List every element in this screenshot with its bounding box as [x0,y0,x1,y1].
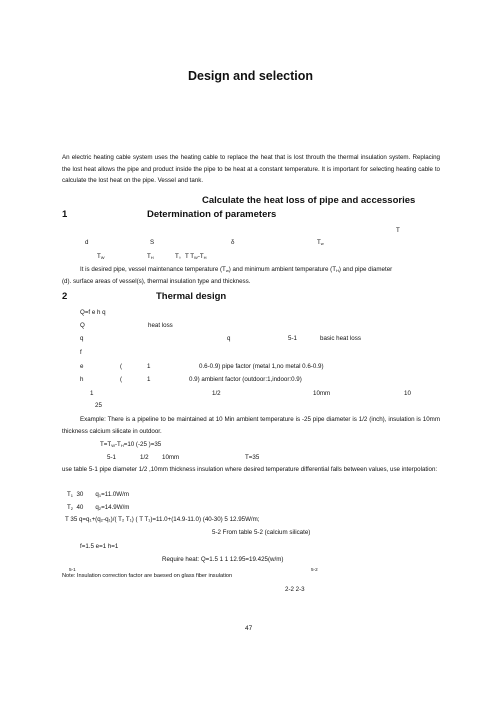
symbol-Tw: $T_w$ [317,239,324,246]
e-symbol: e [80,363,84,370]
symbol-d: d [85,239,89,246]
q-ref-c: 5-1 [288,335,297,342]
example-temp: 10 [404,390,411,397]
e-one: 1 [147,363,151,370]
heat-formula: Q=f e h q [80,309,106,316]
table-5-2-ref: 5-2 From table 5-2 (calcium silicate) [212,529,311,536]
footnote-ref-b: 5-2 [311,567,318,572]
table-ref-a: 5-1 [107,454,116,461]
parameter-text: It is desired pipe, vessel maintenance temperature $(T_w)$ and minimum ambient temperature $(T_H)$ and pipe diameter [80,266,393,273]
section-1-title: Determination of parameters [147,209,277,220]
intro-paragraph: An electric heating cable system uses the heating cable to replace the heat that is lost throuth the thermal insulation system. Replacing the lost heat allows the pipe and product inside the pipe to be heat at a constant temperature. It is important for selecting heating cable to calculate the lost heat on the pipe. Vessel and tank. [62,154,440,184]
example-ambient: 25 [95,402,102,409]
calc-heading: Calculate the heat loss of pipe and accessories [202,195,416,206]
require-heat-line: Require heat: Q=1.5 1 1 12.95=19.425(w/m) [162,556,284,563]
example-diameter: 1/2 [212,390,221,397]
t2-line: $T_2$ 40 $q_2=14.9W/m$ [67,504,130,511]
symbol-S: S [150,239,155,246]
factors-line: f=1.5 e=1 h=1 [80,543,119,550]
symbol-delta: δ [231,239,235,246]
interpolation-line: T 35 q=q₁+(q₂-q₁)/( T₂ T₁) ( T T₁)=11.0+(14.9-11.0) (40-30) 5 12.95W/m; [65,516,260,523]
symbol-T: T [396,227,400,234]
section-2-title: Thermal design [156,291,227,302]
parameter-text-2: (d). surface areas of vessel(s), thermal insulation type and thickness. [62,278,251,285]
bottom-ref: 2-2 2-3 [285,586,305,593]
q-symbol: Q [80,322,85,329]
table-ref-c: 10mm [162,454,180,461]
h-paren: ( [120,376,123,383]
delta-T-line: $T=T_W-T_H=10$ (-25 )=35 [100,441,162,448]
q-desc: heat loss [148,322,173,329]
example-thickness: 10mm [313,390,331,397]
q-ref-b: q [227,335,231,342]
page-number: 47 [245,625,253,632]
section-2-number: 2 [62,291,68,302]
example-num-1: 1 [90,390,94,397]
h-symbol: h [80,376,84,383]
table-ref-b: 1/2 [140,454,149,461]
example-paragraph: Example: There is a pipeline to be maintained at 10 Min ambient temperature is -25 pipe diameter is 1/2 (inch), insulation is 10mm thickness calcium silicate in outdoor. [62,416,440,435]
symbol-TW: $T_W$ [97,253,105,260]
use-table-paragraph: use table 5-1 pipe diameter 1/2 ,10mm thickness insulation where desired temperature differential falls between values, use interpolation: [62,466,438,473]
e-desc: 0.6-0.9) pipe factor (metal 1,no metal 0.6-0.9) [199,363,324,370]
table-ref-d: T=35 [245,454,260,461]
h-one: 1 [147,376,151,383]
symbol-TH: $T_H$ [147,253,154,260]
page-title: Design and selection [188,69,314,83]
insulation-note: Note: Insulation correction factor are baesed on glass fiber insulation [62,573,233,579]
section-1-number: 1 [62,209,68,220]
symbol-delta-T: T。T $T_W-T_H$ [175,253,207,260]
footnote-ref-a: 5-1 [69,567,76,572]
t1-line: $T_1$ 30 $q_1=11.0W/m$ [67,491,130,498]
q-ref-a: q [80,335,84,342]
e-paren: ( [120,363,123,370]
q-ref-d: basic heat loss [320,335,361,342]
f-symbol: f [80,349,82,356]
h-desc: 0.9) ambient factor (outdoor:1,indoor:0.9) [189,376,302,383]
